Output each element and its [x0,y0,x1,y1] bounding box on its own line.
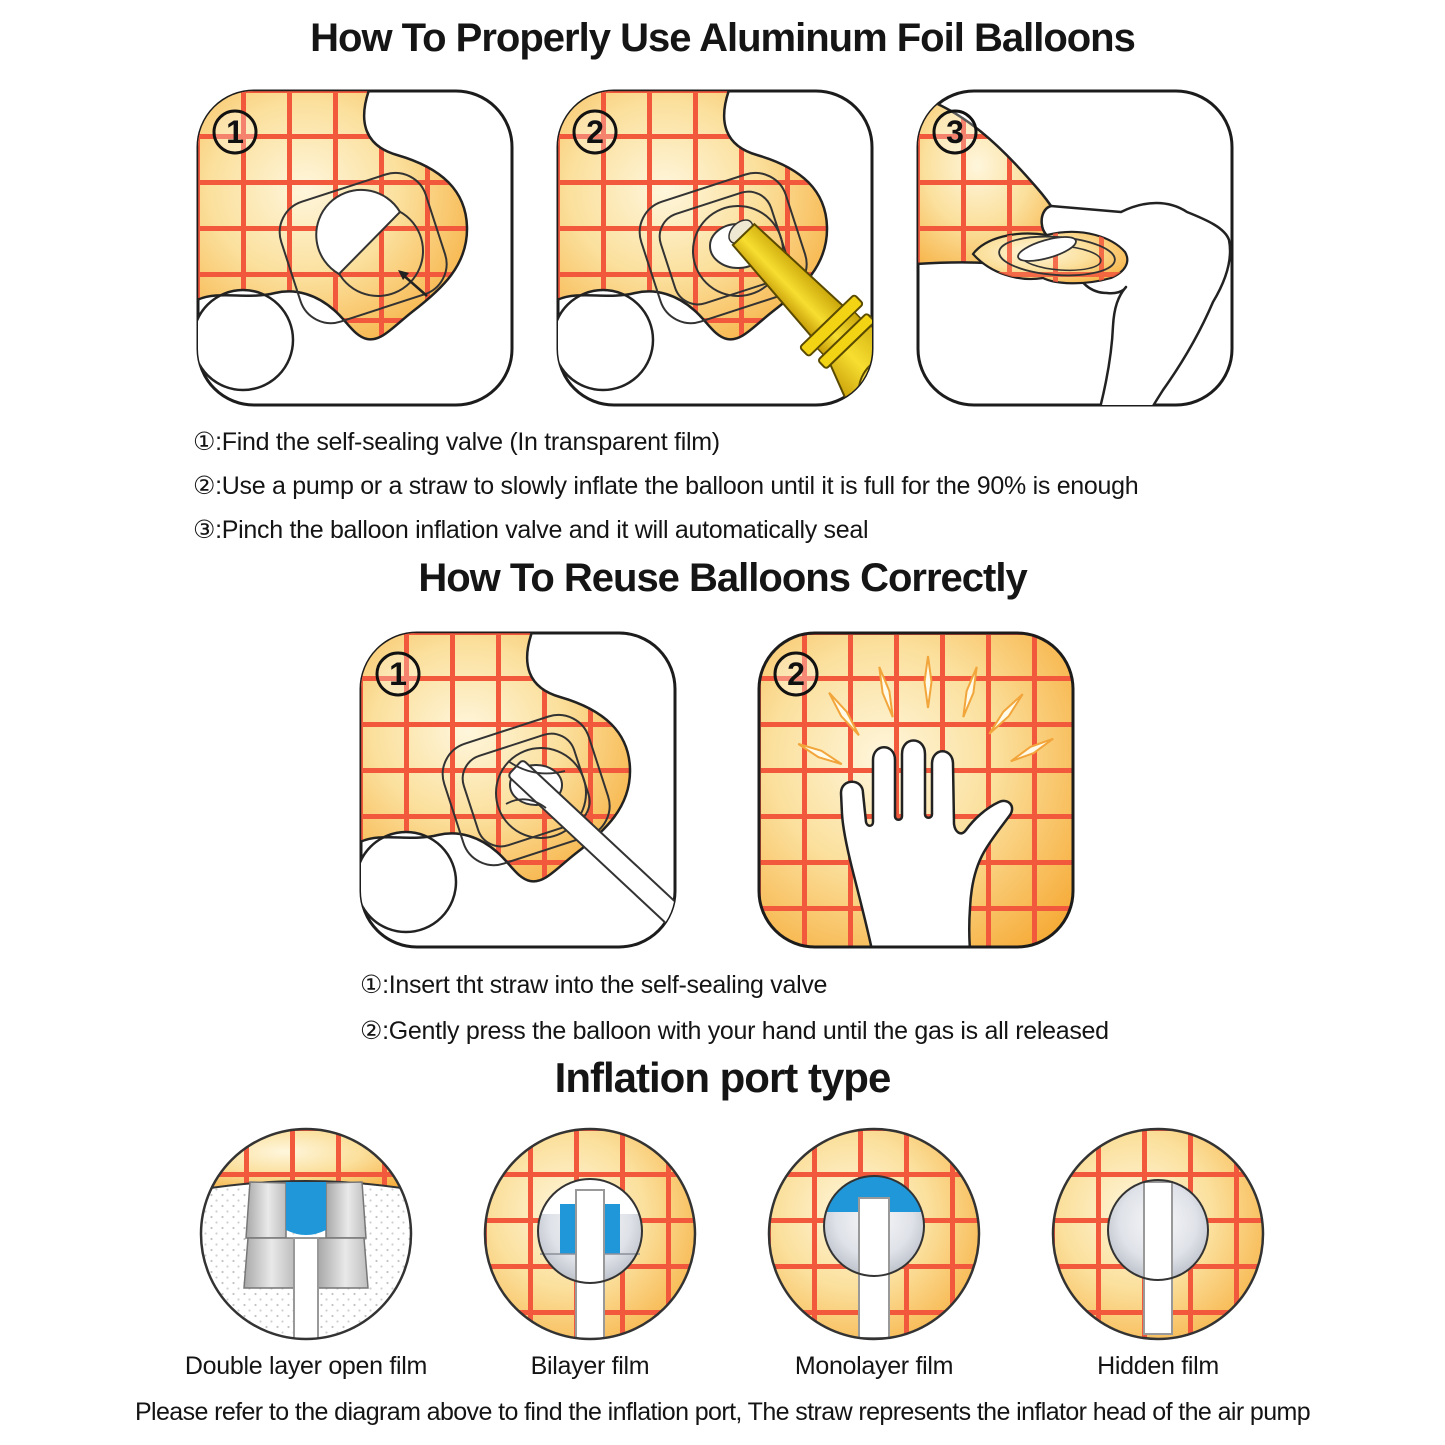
port-label: Double layer open film [184,1352,428,1380]
step-line: ③:Pinch the balloon inflation valve and it will automatically seal [193,516,869,544]
port-label: Monolayer film [794,1352,954,1380]
hidden-film-diagram [1050,1126,1266,1342]
straw-icon [859,1198,889,1338]
port-double-layer-open-film [164,1126,448,1381]
step-number: 2 [787,656,805,692]
step-number-badge [934,111,976,153]
section1-panels [195,88,1235,408]
step-line: ①:Find the self-sealing valve (In transparent film) [193,428,720,456]
straw-icon [294,1238,318,1342]
monolayer-film-diagram [766,1126,982,1342]
section2-steps [360,962,1109,1054]
panel-insert-straw [358,630,678,950]
step-line: ②:Use a pump or a straw to slowly inflate the balloon until it is full for the 90% is enough [193,472,1139,500]
port-bilayer-film [448,1126,732,1381]
step-number-badge [775,653,817,695]
panel-find-valve [195,88,515,408]
straw-icon [1144,1182,1172,1334]
inflate-pump-illustration [555,88,875,408]
step-line: ①:Insert tht straw into the self-sealing valve [360,971,828,999]
section2-title: How To Reuse Balloons Correctly [418,556,1027,600]
port-hidden-film [1016,1126,1300,1381]
panel-press-balloon [756,630,1076,950]
bilayer-film-diagram [482,1126,698,1342]
step-number: 3 [946,114,964,150]
press-balloon-illustration [756,630,1076,950]
film-blue-layer [286,1182,326,1235]
port-monolayer-film [732,1126,1016,1381]
film-blue-layer [604,1204,620,1254]
port-label: Hidden film [1097,1352,1219,1380]
panel-pinch-valve [915,88,1235,408]
port-label: Bilayer film [530,1352,650,1380]
insert-straw-illustration [358,630,678,950]
section3-title: Inflation port type [554,1054,891,1101]
double-layer-open-film-diagram [198,1126,414,1342]
section2-panels [358,630,1076,950]
find-valve-illustration [195,88,515,408]
step-number-badge [214,111,256,153]
panel-inflate-pump [555,88,875,408]
step-number: 1 [226,114,244,150]
section1-title: How To Properly Use Aluminum Foil Balloons [310,16,1135,60]
step-number: 1 [389,656,407,692]
step-number-badge [574,111,616,153]
film-blue-layer [560,1204,576,1254]
step-number-badge [377,653,419,695]
inflation-port-row [164,1126,1300,1381]
step-line: ②:Gently press the balloon with your hand until the gas is all released [360,1017,1109,1045]
pinch-valve-illustration [915,88,1235,408]
step-number: 2 [586,114,604,150]
section1-steps [193,420,1138,552]
footnote: Please refer to the diagram above to find the inflation port, The straw represents the inflator head of the air pump [134,1398,1311,1426]
straw-icon [576,1190,604,1342]
